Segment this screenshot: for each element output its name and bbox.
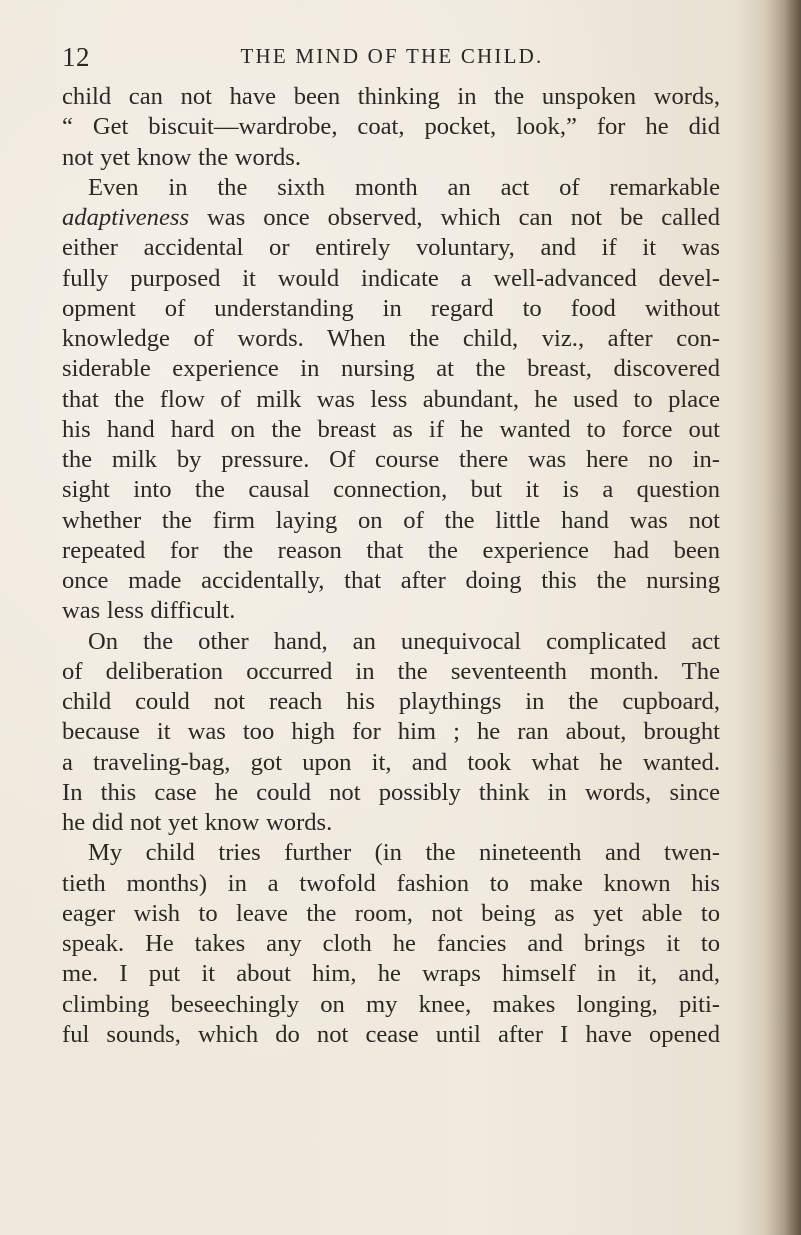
text-line: of deliberation occurred in the seventeenth month. The [62,657,720,685]
running-head: THE MIND OF THE CHILD. [240,44,544,68]
text-line: his hand hard on the breast as if he wanted to force out [62,415,720,443]
text-line: repeated for the reason that the experience had been [62,536,720,564]
text-line: opment of understanding in regard to food without [62,294,720,322]
text-line: was less difficult. [62,597,236,625]
body-text [62,82,720,1050]
text-line: because it was too high for him ; he ran about, brought [62,718,720,746]
text-line: that the flow of milk was less abundant, he used to place [62,385,720,413]
text-line: eager wish to leave the room, not being as yet able to [62,899,720,927]
text-line: siderable experience in nursing at the breast, discovered [62,355,720,383]
binding-shadow [765,0,801,1235]
text-line: In this case he could not possibly think in words, since [62,778,720,806]
text-line-rest: was once observed, which can not be called [189,204,720,231]
text-line: whether the firm laying on of the little hand was not [62,506,720,534]
text-line: a traveling-bag, got upon it, and took what he wanted. [62,748,720,776]
text-line: child could not reach his playthings in the cupboard, [62,688,720,715]
text-line: speak. He takes any cloth he fancies and brings it to [62,930,720,957]
text-line: ful sounds, which do not cease until after I have opened [62,1020,720,1048]
text-line [62,203,720,233]
text-line: either accidental or entirely voluntary, and if it was [62,234,720,262]
text-line: me. I put it about him, he wraps himself in it, and, [62,960,720,988]
text-line: On the other hand, an unequivocal complicated act [88,627,720,655]
text-line: child can not have been thinking in the unspoken words, [62,83,720,110]
text-line: not yet know the words. [62,143,302,171]
text-line: Even in the sixth month an act of remarkable [88,173,720,201]
italic-term: adaptiveness [62,204,190,231]
text-line: once made accidentally, that after doing this the nursing [62,567,720,594]
text-line: fully purposed it would indicate a well-advanced devel- [62,264,720,292]
text-line: climbing beseechingly on my knee, makes longing, piti- [62,990,720,1018]
page-number: 12 [62,42,90,72]
text-line: sight into the causal connection, but it is a question [62,476,720,504]
text-line: My child tries further (in the nineteenth and twen- [88,839,720,867]
text-line: knowledge of words. When the child, viz., after con- [62,325,720,352]
page-header [62,42,722,82]
text-line: the milk by pressure. Of course there was here no in- [62,446,720,473]
text-line: he did not yet know words. [62,809,333,836]
text-line: tieth months) in a twofold fashion to make known his [62,869,720,897]
text-line: “ Get biscuit—wardrobe, coat, pocket, look,” for he did [62,113,720,141]
